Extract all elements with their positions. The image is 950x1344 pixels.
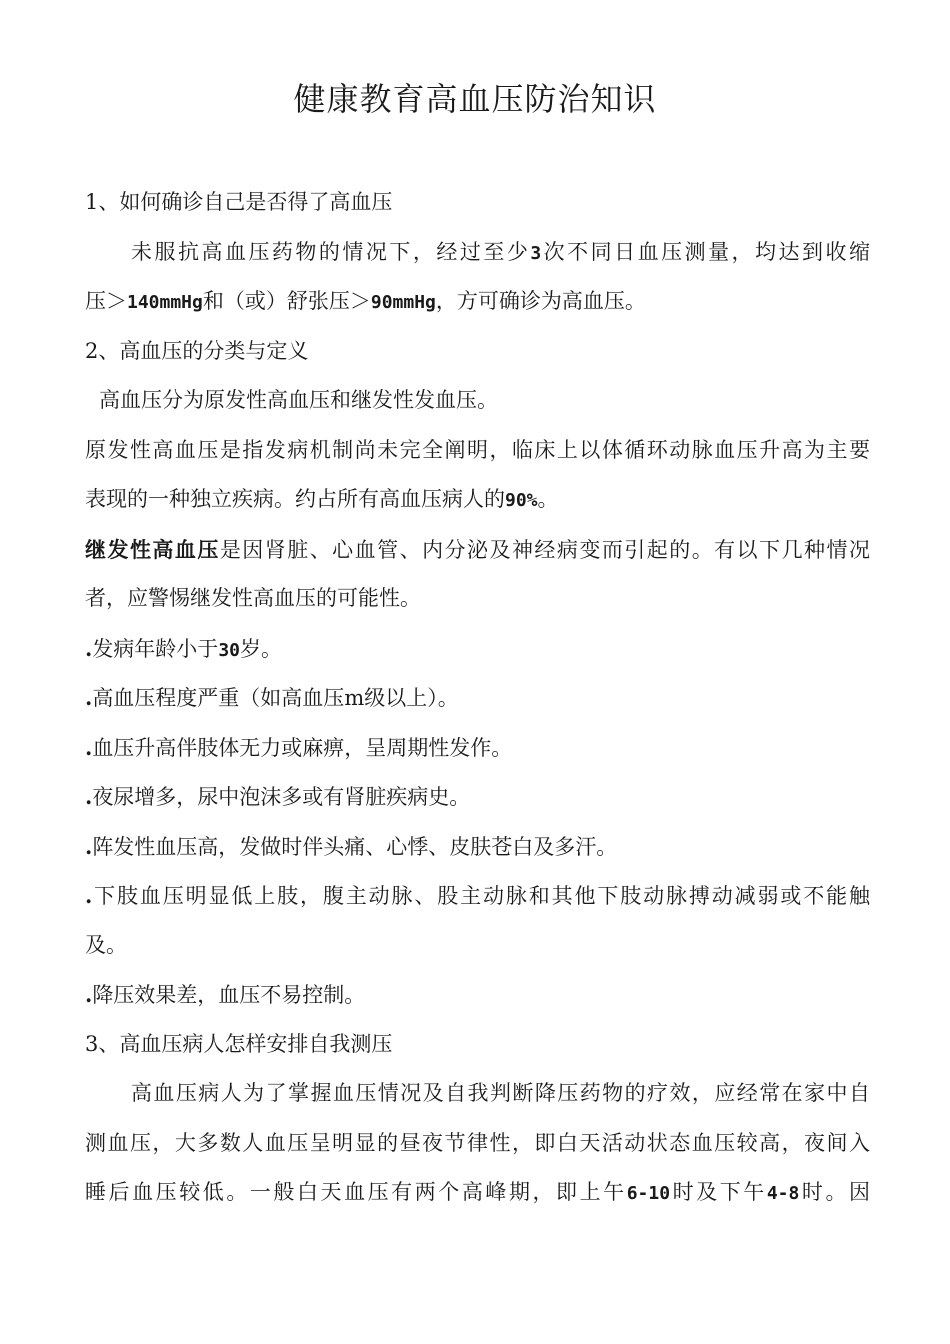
text-run: 表现的一种独立疾病。约占所有高血压病人的	[85, 487, 505, 511]
value-run: 90mmHg	[370, 292, 436, 313]
text-run: 压＞	[85, 289, 127, 313]
section-1-paragraph-line-2	[85, 277, 870, 327]
text-run: 是因肾脏、心血管、内分泌及神经病变而引起的。有以下几种情况	[219, 537, 871, 562]
text-run: 夜尿增多，尿中泡沫多或有肾脏疾病史。	[92, 785, 471, 809]
bullet-mark: .	[85, 734, 93, 760]
text-run: 和（或）舒张压＞	[202, 289, 371, 313]
time-run: 6-10	[626, 1183, 671, 1204]
text-run: ，方可确诊为高血压。	[435, 289, 646, 313]
bullet-item-6-line-1	[85, 871, 870, 921]
bullet-item-6-line-2: 及。	[85, 932, 127, 957]
text-run: 岁。	[240, 636, 282, 661]
section-2-heading: 2、高血压的分类与定义	[85, 338, 309, 363]
section-2-paragraph-1: 高血压分为原发性高血压和继发性发血压。	[99, 388, 498, 412]
text-run: 未服抗高血压药物的情况下，经过至少	[131, 239, 531, 264]
section-2-paragraph-3-line-1	[85, 525, 870, 575]
section-3-heading: 3、高血压病人怎样安排自我测压	[85, 1031, 393, 1056]
bullet-mark: .	[85, 833, 93, 859]
document-body	[85, 178, 870, 1218]
section-1-paragraph-line-1	[85, 228, 870, 278]
bullet-item-1	[85, 624, 870, 674]
bullet-item-4	[85, 772, 870, 822]
text-run: 阵发性血压高，发做时伴头痛、心悸、皮肤苍白及多汗。	[92, 834, 618, 859]
text-run: 时。因	[799, 1180, 871, 1204]
text-run: 降压效果差，血压不易控制。	[92, 983, 366, 1007]
bullet-item-3	[85, 723, 870, 773]
text-run: 下肢血压明显低上肢，腹主动脉、股主动脉和其他下肢动脉搏动减弱或不能触	[92, 884, 870, 908]
bullet-item-5	[85, 822, 870, 872]
bullet-item-7	[85, 970, 870, 1020]
bullet-item-2	[85, 673, 870, 723]
number-run: 3	[530, 242, 542, 264]
section-3-paragraph-line-2: 测血压，大多数人血压呈明显的昼夜节律性，即白天活动状态血压较高，夜间入	[85, 1130, 870, 1155]
bullet-mark: .	[85, 982, 93, 1007]
number-run: 30	[218, 639, 240, 661]
section-1-heading: 1、如何确诊自己是否得了高血压	[85, 190, 393, 214]
document-title: 健康教育高血压防治知识	[293, 80, 657, 118]
text-run: 次不同日血压测量，均达到收缩	[541, 239, 870, 264]
section-2-paragraph-2-line-1: 原发性高血压是指发病机制尚未完全阐明，临床上以体循环动脉血压升高为主要	[85, 437, 870, 462]
text-run: 睡后血压较低。一般白天血压有两个高峰期，即上午	[85, 1180, 627, 1204]
text-run: 高血压程度严重（如高血压	[92, 686, 345, 710]
bullet-mark: .	[85, 784, 93, 809]
section-2-paragraph-3-line-2: 者，应警惕继发性高血压的可能性。	[85, 586, 421, 610]
section-3-paragraph-line-3	[85, 1168, 870, 1218]
time-run: 4-8	[766, 1183, 800, 1204]
percent-run: 90%	[505, 490, 538, 511]
bullet-mark: .	[85, 635, 93, 661]
text-run: 级以上）。	[364, 686, 459, 710]
value-run: 140mmHg	[127, 292, 203, 313]
bold-term: 继发性高血压	[85, 536, 220, 562]
text-run: 发病年龄小于	[92, 636, 219, 661]
text-run: 。	[537, 487, 559, 511]
bullet-mark: .	[85, 883, 93, 908]
text-run: m	[344, 686, 365, 710]
text-run: 时及下午	[670, 1180, 767, 1204]
section-2-paragraph-2-line-2	[85, 475, 870, 525]
bullet-mark: .	[85, 685, 93, 710]
text-run: 血压升高伴肢体无力或麻痹，呈周期性发作。	[92, 735, 513, 760]
section-3-paragraph-line-1: 高血压病人为了掌握血压情况及自我判断降压药物的疗效，应经常在家中自	[131, 1081, 870, 1105]
